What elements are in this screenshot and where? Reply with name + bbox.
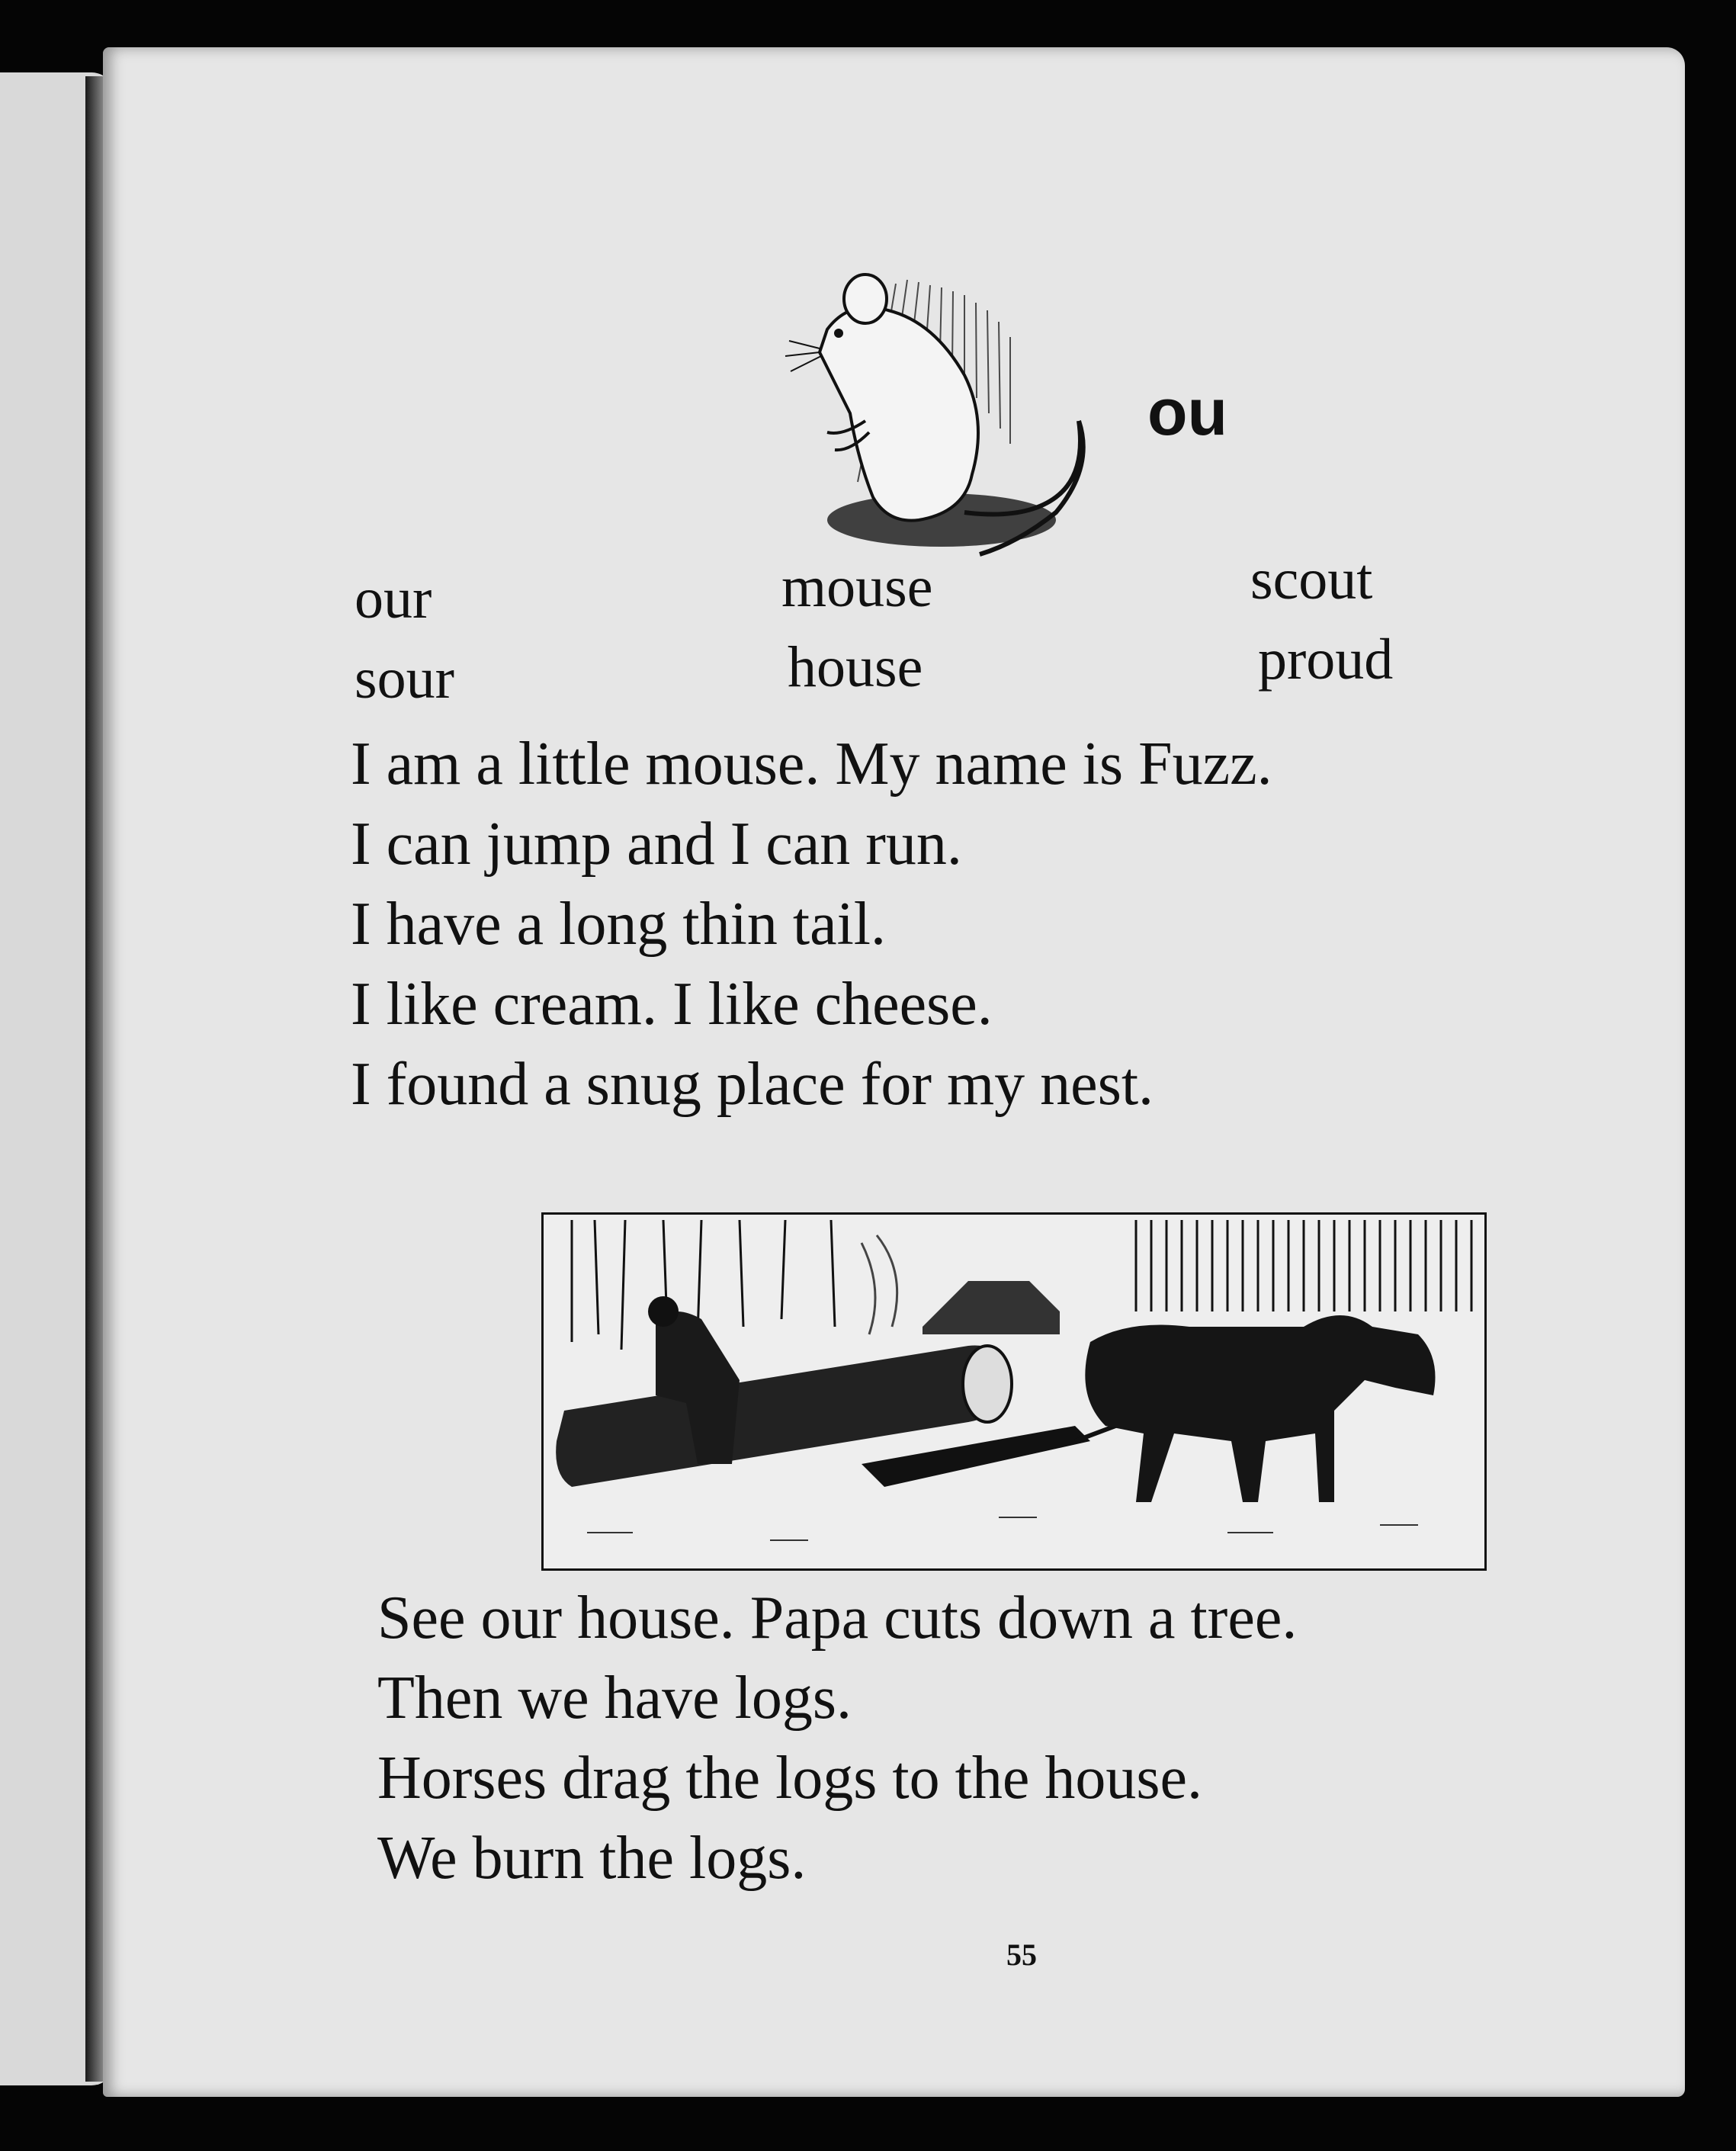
mouse-story-line-2: I can jump and I can run. [351,811,962,878]
house-story-line-4: We burn the logs. [377,1825,807,1892]
mouse-story-line-4: I like cream. I like cheese. [351,971,993,1038]
mouse-illustration [736,268,1102,589]
page-number: 55 [1006,1938,1037,1972]
word-column-1-item-1: our [355,567,432,631]
house-story-line-3: Horses drag the logs to the house. [377,1745,1203,1812]
mouse-story-line-3: I have a long thin tail. [351,891,887,958]
house-story-line-1: See our house. Papa cuts down a tree. [377,1584,1298,1652]
book-page [103,47,1685,2097]
word-column-3-item-2: proud [1258,628,1394,692]
word-column-2-item-1: mouse [781,555,933,619]
word-column-2-item-2: house [788,635,923,699]
word-column-3-item-1: scout [1250,547,1373,612]
word-column-1-item-2: sour [355,647,454,711]
house-story-line-2: Then we have logs. [377,1665,852,1732]
logging-illustration [541,1212,1487,1571]
mouse-story-line-1: I am a little mouse. My name is Fuzz. [351,730,1272,798]
mouse-story-line-5: I found a snug place for my nest. [351,1051,1154,1118]
phonogram-heading: ou [1147,376,1228,449]
